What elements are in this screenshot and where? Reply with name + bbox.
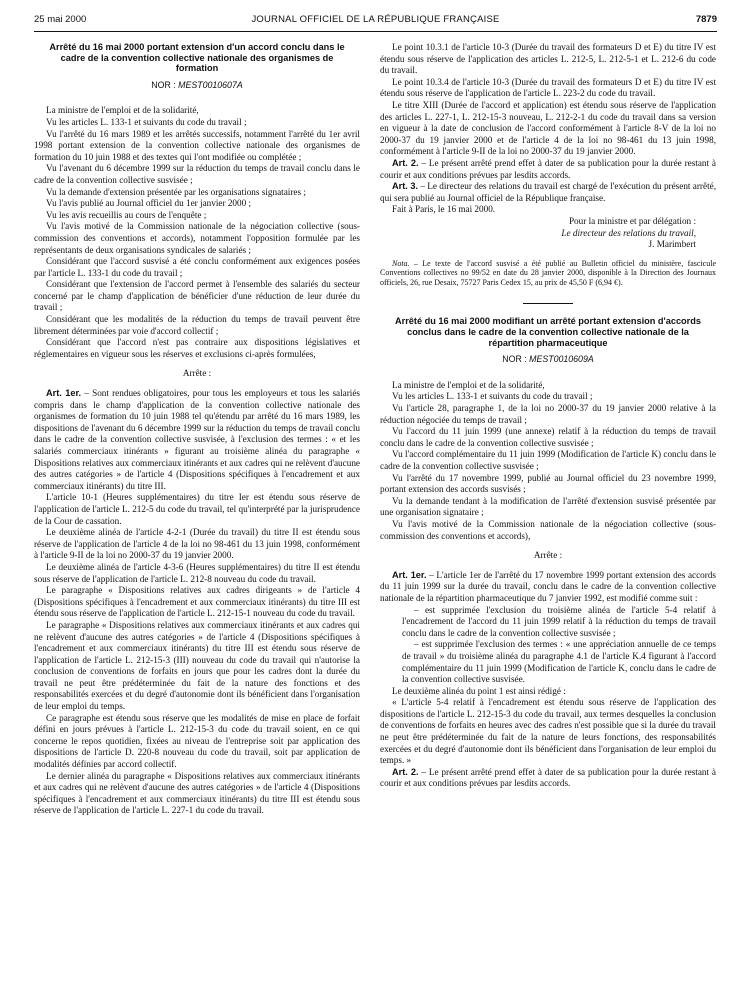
paragraph: Considérant que l'extension de l'accord permet à l'ensemble des salariés du secteur concerné par le champ d'application de bénéficier d'une réduction de leur durée du travail ; — [34, 279, 360, 313]
article-1-b — [380, 570, 716, 605]
paragraph: « L'article 5-4 relatif à l'encadrement est étendu sous réserve de l'application des dispositions de l'article L. 212-15-3 du code du travail, aux termes desquelles la conclusion de conventions de forfaits en heures avec des cadres n'est possible que si la durée du travail ne peut être prédéterminée du fait de la nature de leurs fonctions, des responsabilités exercées et du degré d'autonomie dont ils bénéficient dans l'organisation de leur emploi du temps. » — [380, 697, 716, 766]
paragraph: Considérant que les modalités de la réduction du temps de travail peuvent être librement déterminées par voie d'accord collectif ; — [34, 314, 360, 336]
paragraph: Vu l'avis motivé de la Commission nationale de la négociation collective (sous-commission des conventions et accords), — [380, 518, 716, 541]
paragraph: Vu l'accord du 11 juin 1999 (une annexe) relatif à la réduction du temps de travail conclu dans le cadre de la convention collective susvisée ; — [380, 426, 716, 448]
arrete-heading: Arrête : — [182, 368, 212, 379]
paragraph: L'article 10-1 (Heures supplémentaires) du titre Ier est étendu sous réserve de l'application de l'article L. 212-5 du code du travail, tel qu'interprété par la jurisprudence de la Cour de cassation. — [34, 492, 360, 526]
article-label: Art. 2. — [392, 766, 419, 777]
paragraph: Considérant que l'accord susvisé a été conclu conformément aux exigences posées par l'article L. 133-1 du code du travail ; — [34, 256, 360, 278]
decree-title: Arrêté du 16 mai 2000 portant extension d'un accord conclu dans le cadre de la convention collective nationale des organismes de formation — [49, 42, 345, 74]
decree-title-2: Arrêté du 16 mai 2000 modifiant un arrêté portant extension d'accords conclus dans le cadre de la convention collective nationale de la répartition pharmaceutique — [395, 316, 701, 348]
article-2-b — [380, 767, 716, 790]
note-text: – Le texte de l'accord susvisé a été publié au Bulletin officiel du ministère, fascicule Conventions collectives no 99/52 en date du 28 janvier 2000, disponible à la Direction des Journaux officiels, 26, rue Desaix, 75727 Paris Cedex 15, au prix de 45,50 F (6,94 €). — [380, 258, 716, 287]
section-separator — [523, 303, 573, 304]
nor-reference-2 — [380, 354, 716, 366]
paragraph: Vu les articles L. 133-1 et suivants du code du travail ; — [46, 116, 247, 127]
nor-prefix: NOR : — [502, 354, 530, 365]
article-text: – Sont rendues obligatoires, pour tous les employeurs et tous les salariés compris dans le champ d'application de la convention collective nationale des organismes de formation du 10 juin 1988 tel qu'étendu par arrêté du 16 mars 1989, les dispositions de l'avenant du 6 décembre 1999 sur la réduction du temps de travail conclu dans le cadre de la convention collective susvisée, à l'exclusion des termes : « et les salariés commerciaux itinérants » figurant au troisième alinéa du paragraphe « Dispositions relatives aux commerciaux itinérants et aux cadres qui ne relèvent d'aucune des autres catégories » de l'article 4 (Dispositions spécifiques à l'encadrement et aux commerciaux itinérants) du titre III. — [34, 388, 360, 491]
note-label: Nota. — [392, 258, 410, 268]
article-text: – Le présent arrêté prend effet à dater de sa publication pour la durée restant à courir et aux conditions prévues par lesdits accords. — [380, 766, 716, 789]
left-column — [34, 42, 360, 817]
article-label: Art. 1er. — [392, 569, 427, 580]
signature-line-2: Le directeur des relations du travail, — [561, 227, 696, 238]
signature-name: J. Marimbert — [648, 239, 696, 250]
article-text: – Le présent arrêté prend effet à dater de sa publication pour la durée restant à courir et aux conditions prévues par lesdits accords. — [380, 157, 716, 180]
paragraph: Le paragraphe « Dispositions relatives aux commerciaux itinérants et aux cadres qui ne relèvent d'aucune des autres catégories » de l'article 4 (Dispositions spécifiques à l'encadrement et aux commerciaux itinérants) du titre III est étendu sous réserve de l'application de l'article L. 212-15-3 (III) nouveau du code du travail qui n'autorise la conclusion de conventions de forfaits en jours que pour les cadres dont la durée du travail ne peut être prédéterminée du fait de la nature des fonctions et des responsabilités exercées et du degré d'autonomie dont ils bénéficient dans l'organisation de leur emploi du temps. — [34, 619, 360, 712]
page-number: 7879 — [695, 14, 717, 25]
article-3 — [380, 181, 716, 204]
page-header — [34, 14, 717, 28]
paragraph: Vu l'avis motivé de la Commission nationale de la négociation collective (sous-commission des conventions et accords), notamment l'opposition formulée par les représentants de deux organisations syndicales de salariés ; — [34, 221, 360, 255]
paragraph: Ce paragraphe est étendu sous réserve que les modalités de mise en place de forfait défini en jours prévues à l'article L. 212-15-3 du code du travail soient, en ce qui concerne le repos quotidien, fixées au niveau de l'entreprise soit par application des dispositions de l'article D. 220-8 nouveau du code du travail, soit par application de modalités définies par accord collectif. — [34, 712, 360, 770]
paragraph: Vu la demande tendant à la modification de l'arrêté d'extension susvisé présentée par une organisation signataire ; — [380, 495, 716, 518]
paragraph: Vu les articles L. 133-1 et suivants du code du travail ; — [392, 391, 593, 402]
nor-prefix: NOR : — [151, 79, 179, 90]
paragraph: Vu l'avenant du 6 décembre 1999 sur la réduction du temps de travail conclu dans le cadre de la convention collective susvisée ; — [34, 163, 360, 185]
bullet-item: – est supprimée l'exclusion du troisième alinéa de l'article 5-4 relatif à l'encadrement de l'accord du 11 juin 1999 relatif à la réduction du temps de travail conclu dans le cadre de la convention collective susvisée ; — [402, 604, 716, 638]
paragraph: Le point 10.3.4 de l'article 10-3 (Durée du travail des formateurs D et E) du titre IV est étendu sous réserve de l'application de l'article L. 223-2 du code du travail. — [380, 76, 716, 99]
paragraph: Vu les avis recueillis au cours de l'enquête ; — [46, 209, 207, 220]
paragraph: Considérant que l'accord n'est pas contraire aux dispositions législatives et réglementaires en vigueur sous les réserves et exclusions ci-après formulées, — [34, 337, 360, 359]
right-column — [380, 42, 716, 790]
paragraph: La ministre de l'emploi et de la solidarité, — [392, 379, 545, 390]
paragraph: Le paragraphe « Dispositions relatives aux cadres dirigeants » de l'article 4 (Dispositions spécifiques à l'encadrement et aux commerciaux itinérants) du titre III est étendu sous réserve de l'application de l'article L. 212-15-1 nouveau du code du travail. — [34, 585, 360, 619]
paragraph: Vu l'arrêté du 17 novembre 1999, publié au Journal officiel du 23 novembre 1999, portant extension des accords susvisés ; — [380, 472, 716, 495]
article-1 — [34, 388, 360, 492]
article-2 — [380, 158, 716, 181]
paragraph: Vu l'accord complémentaire du 11 juin 1999 (Modification de l'article K) conclu dans le cadre de la convention collective susvisée ; — [380, 449, 716, 471]
paragraph: Vu la demande d'extension présentée par les organisations signataires ; — [46, 186, 306, 197]
signature-line-1: Pour la ministre et par délégation : — [568, 215, 696, 226]
paragraph: Le deuxième alinéa de l'article 4-3-6 (Heures supplémentaires) du titre II est étendu sous réserve de l'application de l'article L. 212-8 nouveau du code du travail. — [34, 561, 360, 584]
article-text: – L'article 1er de l'arrêté du 17 novembre 1999 portant extension des accords du 11 juin 1999 sur la durée du travail, conclu dans le cadre de la convention collective nationale de la répartition pharmaceutique du 7 janvier 1992, est modifié comme suit : — [380, 569, 716, 603]
bullet-item: – est supprimée l'exclusion des termes : « une appréciation annuelle de ce temps de travail » du troisième alinéa du paragraphe 4.1 de l'article K.4 figurant à l'accord complémentaire du 11 juin 1999 (Modification de l'article K, conclu dans le cadre de la convention collective susvisée. — [402, 639, 716, 685]
nor-id: MEST0010609A — [529, 354, 594, 365]
article-label: Art. 1er. — [46, 388, 82, 399]
paragraph: La ministre de l'emploi et de la solidarité, — [46, 105, 199, 116]
nor-reference — [34, 80, 360, 92]
paragraph: Vu l'article 28, paragraphe 1, de la loi no 2000-37 du 19 janvier 2000 relative à la réduction négociée du temps de travail ; — [380, 403, 716, 425]
nota-note — [380, 259, 716, 288]
paragraph: Le point 10.3.1 de l'article 10-3 (Durée du travail des formateurs D et E) du titre IV est étendu sous réserve de l'application des articles L. 212-5, L. 212-5-1 et L. 212-6 du code du travail. — [380, 42, 716, 76]
header-rule — [34, 31, 717, 32]
article-label: Art. 3. — [392, 181, 419, 192]
done-at: Fait à Paris, le 16 mai 2000. — [392, 204, 496, 215]
nor-id: MEST0010607A — [178, 79, 243, 90]
journal-title: JOURNAL OFFICIEL DE LA RÉPUBLIQUE FRANÇAISE — [251, 14, 500, 25]
paragraph: Le dernier alinéa du paragraphe « Dispositions relatives aux commerciaux itinérants et aux cadres qui ne relèvent d'aucune des autres catégories » de l'article 4 (Dispositions spécifiques à l'encadrement et aux commerciaux itinérants) du titre III est étendu sous réserve de l'application de l'article L. 227-1 du code du travail. — [34, 770, 360, 816]
paragraph: Vu l'avis publié au Journal officiel du 1er janvier 2000 ; — [46, 198, 252, 209]
article-label: Art. 2. — [392, 157, 419, 168]
paragraph: Vu l'arrêté du 16 mars 1989 et les arrêtés successifs, notamment l'arrêté du 1er avril 1998 portant extension de la convention collective nationale des organismes de formation du 10 juin 1988 et des textes qui l'ont modifiée ou complétée ; — [34, 128, 360, 162]
article-text: – Le directeur des relations du travail est chargé de l'exécution du présent arrêté, qui sera publié au Journal officiel de la République française. — [380, 181, 716, 203]
paragraph: Le deuxième alinéa de l'article 4-2-1 (Durée du travail) du titre II est étendu sous réserve de l'application de l'article 4 de la loi no 98-461 du 13 juin 1998, conformément à l'article 9-II de la loi no 2000-37 du 19 janvier 2000. — [34, 527, 360, 561]
header-date: 25 mai 2000 — [34, 14, 87, 25]
arrete-heading-2: Arrête : — [533, 550, 563, 561]
paragraph: Le titre XIII (Durée de l'accord et application) est étendu sous réserve de l'application des articles L. 227-1, L. 212-15-3 nouveau, L. 212-2-1 du code du travail dans sa version en vigueur à la date de conclusion de l'accord conformément à l'article 8-V de la loi no 2000-37 du 19 janvier 2000 et de l'article 4 de la loi no 98-461 du 13 juin 1998, conformément à l'article 9-II de la loi no 2000-37 du 19 janvier 2000. — [380, 99, 716, 157]
paragraph: Le deuxième alinéa du point 1 est ainsi rédigé : — [392, 685, 566, 696]
